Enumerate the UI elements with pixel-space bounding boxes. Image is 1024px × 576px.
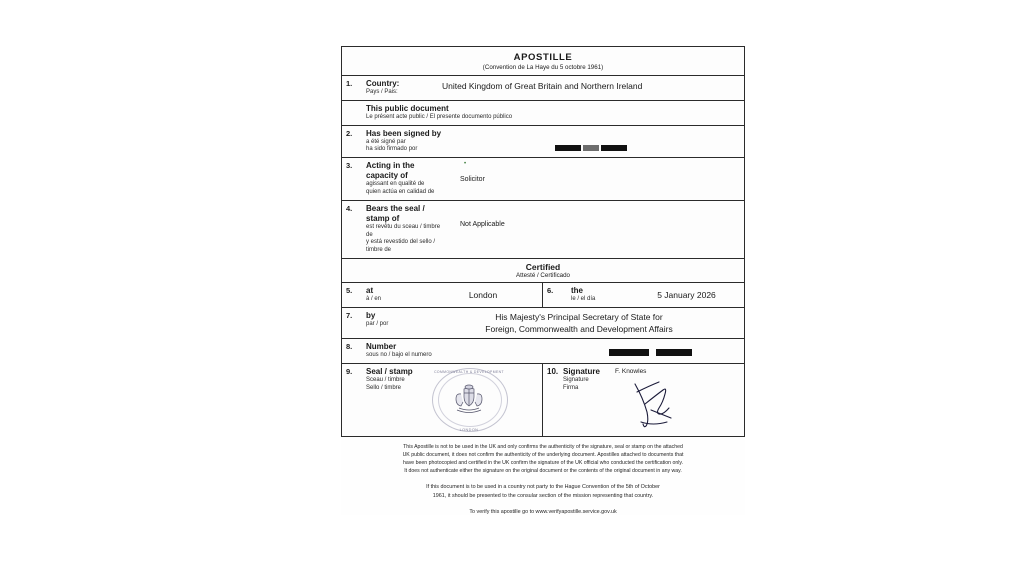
field-issuing-authority bbox=[342, 308, 744, 340]
field-label: Seal / stamp bbox=[366, 367, 413, 377]
legal-notice bbox=[355, 443, 731, 475]
hague-notice bbox=[355, 483, 731, 500]
field-capacity bbox=[342, 158, 744, 201]
field-seal-stamp bbox=[342, 364, 543, 436]
scan-artifact-dot: • bbox=[464, 161, 467, 168]
field-number: 2. bbox=[346, 128, 353, 138]
field-apostille-number bbox=[342, 339, 744, 364]
field-value-authority-line1: His Majesty's Principal Secretary of State for bbox=[495, 311, 663, 322]
field-label-translated-fr: Signature bbox=[563, 377, 589, 384]
signatory-name: F. Knowles bbox=[615, 368, 647, 376]
field-label: the bbox=[571, 285, 583, 295]
legal-notice-line: It does not authenticate either the signature on the original document or the contents of the original document in any way. bbox=[404, 468, 682, 475]
redaction-bar bbox=[656, 349, 692, 356]
field-label: at bbox=[366, 285, 374, 295]
verify-notice: To verify this apostille go to www.verifyapostille.service.gov.uk bbox=[469, 508, 617, 515]
field-label: Acting in the capacity of bbox=[366, 161, 415, 181]
field-label-translated-fr: est revêtu du sceau / timbre de bbox=[366, 223, 441, 238]
field-label-translated: sous no / bajo el numero bbox=[366, 352, 432, 359]
official-seal-stamp bbox=[432, 368, 510, 434]
field-label: Number bbox=[366, 342, 397, 352]
field-label-translated-es: ha sido firmado por bbox=[366, 146, 418, 153]
field-number: 6. bbox=[547, 285, 554, 295]
field-number: 8. bbox=[346, 342, 353, 352]
field-label-translated: le / el día bbox=[571, 295, 596, 302]
hague-notice-line: If this document is to be used in a country not party to the Hague Convention of the 5th of October bbox=[426, 484, 660, 491]
apostille-certificate bbox=[341, 46, 745, 437]
redaction-bar bbox=[583, 145, 599, 151]
seal-text-top: COMMONWEALTH & DEVELOPMENT bbox=[434, 370, 504, 375]
certified-label: Certified bbox=[525, 261, 561, 272]
field-label-translated-fr: a été signé par bbox=[366, 138, 406, 145]
field-signed-by bbox=[342, 126, 744, 159]
apostille-scan bbox=[341, 46, 745, 515]
field-signature bbox=[543, 364, 744, 436]
redaction-bar bbox=[555, 145, 581, 151]
royal-coat-of-arms-icon bbox=[451, 384, 487, 416]
convention-subtitle: (Convention de La Haye du 5 octobre 1961) bbox=[482, 64, 604, 71]
field-place bbox=[342, 283, 543, 307]
field-value-authority-line2: Foreign, Commonwealth and Development Affairs bbox=[485, 324, 673, 335]
certified-block bbox=[342, 259, 744, 283]
field-label-translated-es: Firma bbox=[563, 384, 579, 391]
certificate-title-block bbox=[342, 47, 744, 76]
legal-notice-line: UK public document, it does not confirm the authenticity of the underlying document. Apostilles attached to documents that bbox=[402, 452, 684, 459]
field-bears-seal bbox=[342, 201, 744, 259]
field-seal-signature-row bbox=[342, 364, 744, 437]
field-label-translated: à / en bbox=[366, 295, 382, 302]
field-number: 9. bbox=[346, 367, 353, 377]
field-number: 4. bbox=[346, 203, 353, 213]
legal-notice-line: This Apostille is not to be used in the UK and only confirms the authenticity of the signature, seal or stamp on the attached bbox=[403, 444, 683, 451]
field-label: Country: bbox=[366, 79, 400, 88]
footer-notices bbox=[341, 437, 745, 515]
field-value-bears-seal: Not Applicable bbox=[460, 220, 505, 228]
field-number: 5. bbox=[346, 285, 353, 295]
field-number: 3. bbox=[346, 161, 353, 171]
field-label-translated: Pays / Pais: bbox=[366, 89, 398, 95]
field-country bbox=[342, 76, 744, 101]
field-label: Signature bbox=[563, 367, 600, 377]
field-label-translated-es: quien actúa en calidad de bbox=[366, 188, 435, 195]
field-label-translated: par / por bbox=[366, 320, 389, 327]
redacted-apostille-number bbox=[609, 343, 692, 361]
legal-notice-line: have been photocopied and certified in the UK confirm the signature of the UK official who conducted the certification only. bbox=[402, 460, 684, 467]
redaction-bar bbox=[609, 349, 649, 356]
field-value-capacity: Solicitor bbox=[460, 176, 485, 184]
redaction-bar bbox=[601, 145, 627, 151]
field-value-date: 5 January 2026 bbox=[657, 289, 716, 300]
field-date bbox=[543, 283, 744, 307]
field-label: Bears the seal / stamp of bbox=[366, 203, 425, 223]
field-label: by bbox=[366, 310, 376, 320]
field-value-place: London bbox=[468, 289, 498, 300]
field-label-translated-es: y está revestido del sello / timbre de bbox=[366, 239, 436, 254]
field-place-date-row bbox=[342, 283, 744, 308]
page-title: APOSTILLE bbox=[513, 52, 573, 63]
field-value-country: United Kingdom of Great Britain and Northern Ireland bbox=[442, 81, 643, 91]
seal-text-bottom: LONDON bbox=[459, 428, 479, 433]
field-number: 1. bbox=[346, 79, 353, 88]
field-label-translated-es: Sello / timbre bbox=[366, 384, 402, 391]
field-label-translated-fr: agissant en qualité de bbox=[366, 181, 425, 188]
certified-label-translated: Attesté / Certificado bbox=[516, 271, 570, 279]
field-public-document bbox=[342, 101, 744, 126]
field-number: 10. bbox=[547, 367, 559, 377]
redacted-signatory-name bbox=[442, 129, 740, 155]
field-label-translated-fr: Sceau / timbre bbox=[366, 377, 405, 384]
field-label-translated: Le présent acte public / El presente documento público bbox=[366, 113, 513, 120]
field-label: This public document bbox=[366, 103, 449, 113]
field-label: Has been signed by bbox=[366, 128, 442, 138]
hague-notice-line: 1961, it should be presented to the consular section of the mission representing that country. bbox=[432, 493, 654, 500]
field-number bbox=[342, 101, 364, 125]
handwritten-signature bbox=[629, 378, 689, 430]
field-number: 7. bbox=[346, 310, 353, 320]
